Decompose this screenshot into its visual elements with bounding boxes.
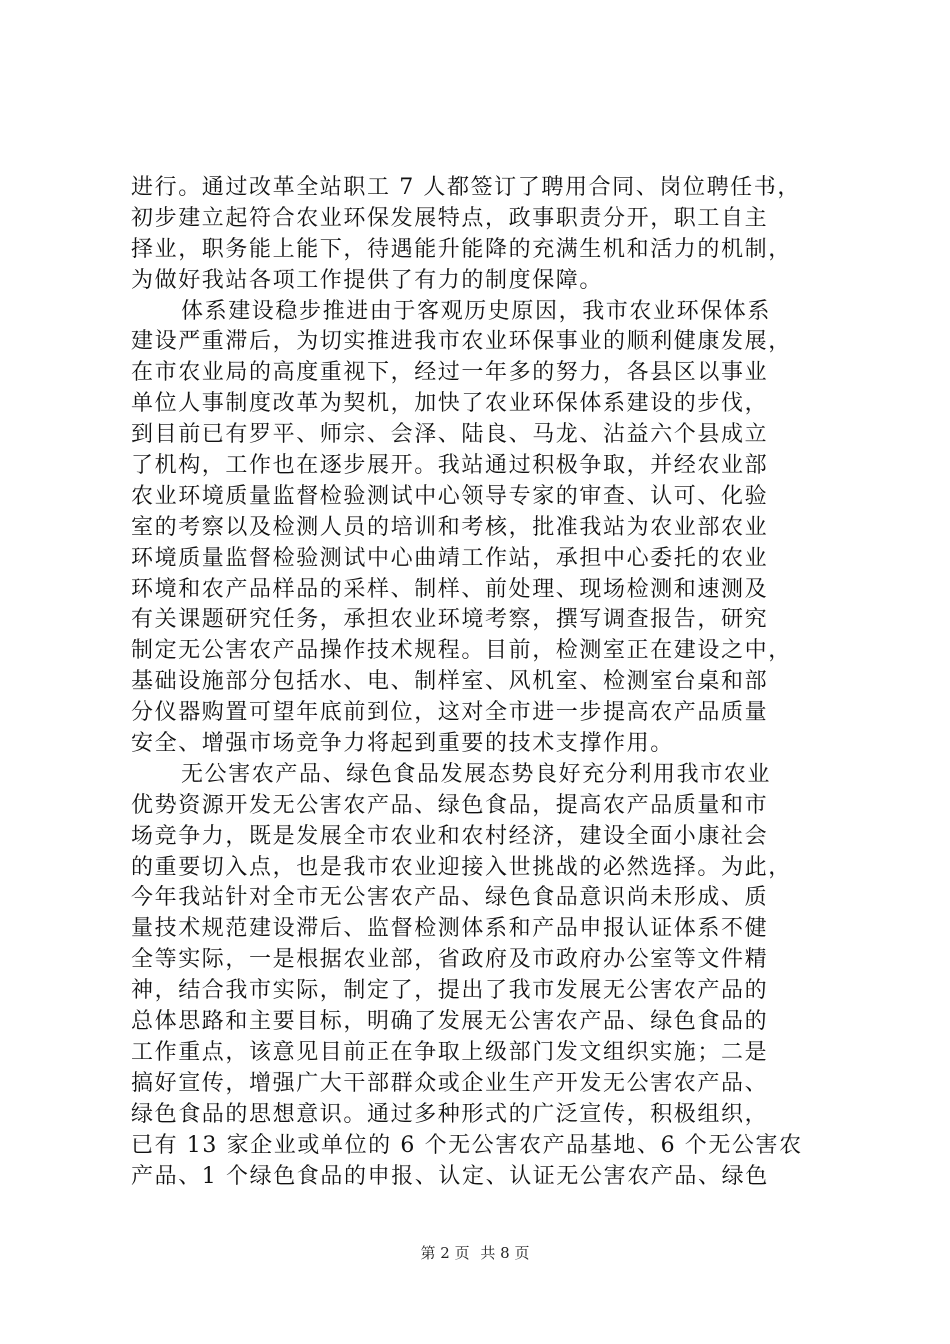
text-line: 农业环境质量监督检验测试中心领导专家的审查、认可、化验 (131, 483, 769, 509)
page-footer (0, 1243, 950, 1263)
text-line: 基础设施部分包括水、电、制样室、风机室、检测室台桌和部 (131, 669, 769, 695)
text-line: 制定无公害农产品操作技术规程。目前，检测室正在建设之中， (131, 638, 792, 664)
text-line: 建设严重滞后，为切实推进我市农业环保事业的顺利健康发展， (131, 329, 792, 355)
text-line: 量技术规范建设滞后、监督检测体系和产品申报认证体系不健 (131, 916, 769, 942)
text-line: 安全、增强市场竞争力将起到重要的技术支撑作用。 (131, 731, 674, 757)
text-line: 了机构，工作也在逐步展开。我站通过积极争取，并经农业部 (131, 453, 769, 479)
text-line: 环境质量监督检验测试中心曲靖工作站，承担中心委托的农业 (131, 545, 769, 571)
text-line: 优势资源开发无公害农产品、绿色食品，提高农产品质量和市 (131, 792, 769, 818)
document-body (131, 173, 831, 1192)
text-line: 环境和农产品样品的采样、制样、前处理、现场检测和速测及 (131, 576, 769, 602)
text-line: 分仪器购置可望年底前到位，这对全市进一步提高农产品质量 (131, 700, 769, 726)
text-line: 在市农业局的高度重视下，经过一年多的努力，各县区以事业 (131, 360, 769, 386)
text-line: 有关课题研究任务，承担农业环境考察，撰写调查报告，研究 (131, 607, 769, 633)
text-line: 初步建立起符合农业环保发展特点，政事职责分开，职工自主 (131, 205, 769, 231)
text-line: 为做好我站各项工作提供了有力的制度保障。 (131, 267, 604, 293)
text-line: 产品、1 个绿色食品的申报、认定、认证无公害农产品、绿色 (131, 1163, 769, 1189)
text-line: 绿色食品的思想意识。通过多种形式的广泛宣传，积极组织， (131, 1101, 769, 1127)
page-total: 共 8 页 (480, 1244, 530, 1262)
text-line: 全等实际，一是根据农业部，省政府及市政府办公室等文件精 (131, 947, 769, 973)
text-line: 搞好宣传，增强广大干部群众或企业生产开发无公害农产品、 (131, 1070, 769, 1096)
text-line: 已有 13 家企业或单位的 6 个无公害农产品基地、6 个无公害农 (131, 1132, 803, 1158)
paragraph-start-line: 体系建设稳步推进由于客观历史原因，我市农业环保体系 (181, 298, 772, 324)
text-line: 到目前已有罗平、师宗、会泽、陆良、马龙、沾益六个县成立 (131, 422, 769, 448)
text-line: 神，结合我市实际，制定了，提出了我市发展无公害农产品的 (131, 978, 769, 1004)
text-line: 总体思路和主要目标，明确了发展无公害农产品、绿色食品的 (131, 1009, 769, 1035)
text-line: 进行。通过改革全站职工 7 人都签订了聘用合同、岗位聘任书， (131, 175, 801, 200)
text-line: 择业，职务能上能下，待遇能升能降的充满生机和活力的机制， (131, 236, 792, 262)
paragraph-start-line: 无公害农产品、绿色食品发展态势良好充分利用我市农业 (181, 761, 772, 787)
text-line: 场竞争力，既是发展全市农业和农村经济，建设全面小康社会 (131, 823, 769, 849)
text-line: 单位人事制度改革为契机，加快了农业环保体系建设的步伐， (131, 391, 769, 417)
text-line: 室的考察以及检测人员的培训和考核，批准我站为农业部农业 (131, 514, 769, 540)
text-line: 今年我站针对全市无公害农产品、绿色食品意识尚未形成、质 (131, 885, 769, 911)
text-line: 工作重点，该意见目前正在争取上级部门发文组织实施；二是 (131, 1039, 769, 1065)
text-line: 的重要切入点，也是我市农业迎接入世挑战的必然选择。为此， (131, 854, 792, 880)
page-number: 第 2 页 (420, 1244, 470, 1262)
